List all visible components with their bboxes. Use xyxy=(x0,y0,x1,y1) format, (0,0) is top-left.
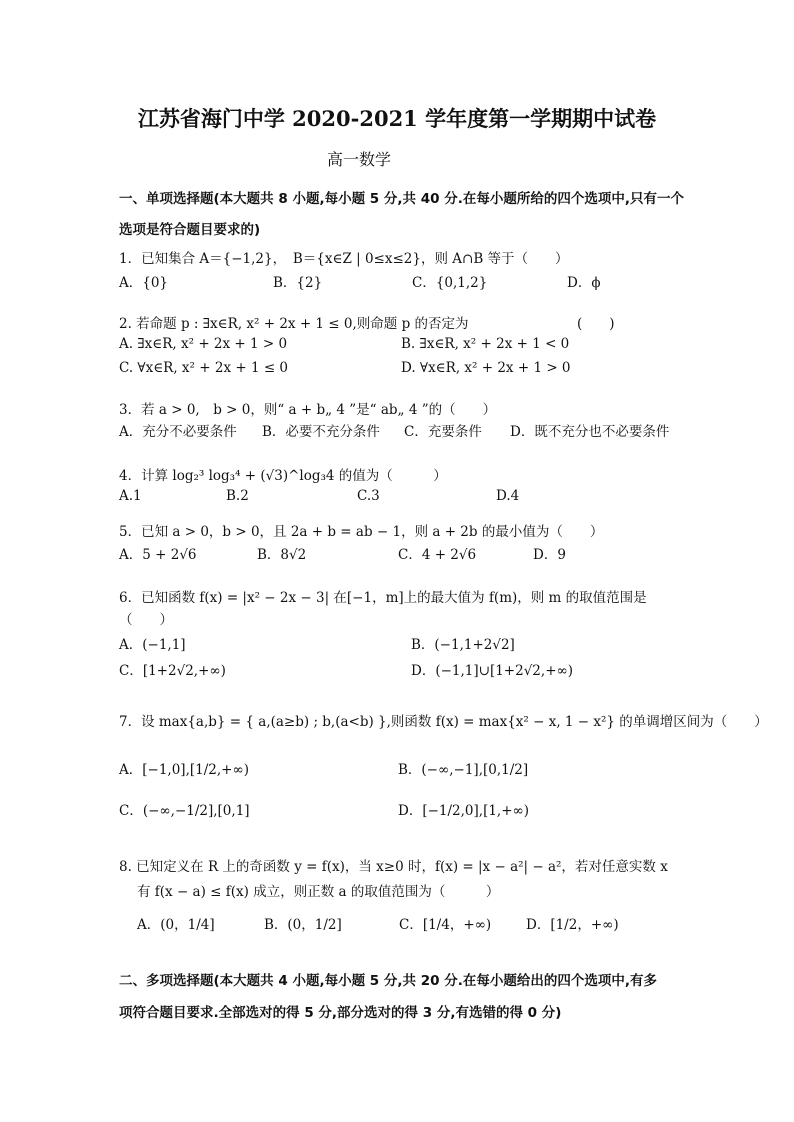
q3-stem: 3．若 a > 0, b > 0，则“ a + b„ 4 ”是“ ab„ 4 ”的（ ） xyxy=(119,402,497,418)
q7-option-c: C．(−∞,−1/2],[0,1] xyxy=(119,803,250,819)
q3-option-a: A．充分不必要条件 xyxy=(119,424,237,440)
q4-option-a: A.1 xyxy=(119,488,142,504)
q3-option-b: B．必要不充分条件 xyxy=(262,424,380,440)
q6-option-c: C．[1+2√2,+∞) xyxy=(119,663,226,679)
q3-option-c: C．充要条件 xyxy=(404,424,482,440)
section2-heading-line1: 二、多项选择题(本大题共 4 小题,每小题 5 分,共 20 分.在每小题给出的四个选项中,有多 xyxy=(119,973,657,989)
q5-option-d: D．9 xyxy=(533,547,566,563)
q7-stem: 7．设 max{a,b} = { a,(a≥b) ; b,(a<b) },则函数 f(x) = max{x² − x, 1 − x²} 的单调增区间为（ ） xyxy=(119,714,768,730)
q2-option-c: C. ∀x∈R, x² + 2x + 1 ≤ 0 xyxy=(119,360,289,376)
q1-option-b: B．{2} xyxy=(273,275,323,291)
q8-stem-line1: 8. 已知定义在 R 上的奇函数 y = f(x)，当 x≥0 时，f(x) = |x − a²| − a²，若对任意实数 x xyxy=(119,859,668,875)
q3-option-d: D．既不充分也不必要条件 xyxy=(510,424,670,440)
q1-option-a: A．{0} xyxy=(119,275,169,291)
q8-stem-line2: 有 f(x − a) ≤ f(x) 成立，则正数 a 的取值范围为（ ） xyxy=(137,884,500,900)
q6-option-b: B．(−1,1+2√2] xyxy=(411,637,515,653)
q8-option-a: A．(0，1/4] xyxy=(137,917,215,933)
q5-stem: 5．已知 a > 0，b > 0，且 2a + b = ab − 1，则 a + 2b 的最小值为（ ） xyxy=(119,524,604,540)
q5-option-b: B．8√2 xyxy=(257,547,307,563)
q6-answer-paren: （ ） xyxy=(119,612,173,628)
q2-option-b: B. ∃x∈R, x² + 2x + 1 < 0 xyxy=(401,336,570,352)
section2-heading-line2: 项符合题目要求.全部选对的得 5 分,部分选对的得 3 分,有选错的得 0 分) xyxy=(119,1005,562,1021)
q8-option-b: B．(0，1/2] xyxy=(264,917,342,933)
q4-option-b: B.2 xyxy=(226,488,249,504)
q7-option-b: B．(−∞,−1],[0,1/2] xyxy=(398,762,529,778)
q2-option-d: D. ∀x∈R, x² + 2x + 1 > 0 xyxy=(401,360,571,376)
q6-stem: 6．已知函数 f(x) = |x² − 2x − 3| 在[−1，m]上的最大值为 f(m)，则 m 的取值范围是 xyxy=(119,590,647,606)
q4-stem: 4．计算 log₂³ log₃⁴ + (√3)^log₃4 的值为（ ） xyxy=(119,468,447,484)
q7-option-d: D．[−1/2,0],[1,+∞) xyxy=(398,803,530,819)
q8-option-d: D．[1/2，+∞) xyxy=(526,917,619,933)
section1-heading-line1: 一、单项选择题(本大题共 8 小题,每小题 5 分,共 40 分.在每小题所给的四个选项中,只有一个 xyxy=(119,191,684,207)
exam-title: 江苏省海门中学 2020-2021 学年度第一学期期中试卷 xyxy=(137,106,657,131)
q6-option-d: D．(−1,1]∪[1+2√2,+∞) xyxy=(411,663,574,679)
q6-option-a: A．(−1,1] xyxy=(119,637,186,653)
q1-option-d: D．ϕ xyxy=(567,275,601,291)
q7-option-a: A．[−1,0],[1/2,+∞) xyxy=(119,762,249,778)
q2-option-a: A. ∃x∈R, x² + 2x + 1 > 0 xyxy=(119,336,288,352)
q4-option-d: D.4 xyxy=(496,488,520,504)
q1-option-c: C．{0,1,2} xyxy=(412,275,488,291)
q8-option-c: C．[1/4，+∞) xyxy=(399,917,492,933)
q5-option-c: C．4 + 2√6 xyxy=(398,547,477,563)
q1-stem: 1．已知集合 A＝{−1,2}， B＝{x∈Z | 0≤x≤2}，则 A∩B 等于（ ） xyxy=(119,251,569,267)
q2-answer-paren: ( ) xyxy=(577,316,615,332)
q2-stem: 2. 若命题 p : ∃x∈R, x² + 2x + 1 ≤ 0,则命题 p 的否定为 xyxy=(119,316,469,332)
section1-heading-line2: 选项是符合题目要求的) xyxy=(119,222,261,238)
q5-option-a: A．5 + 2√6 xyxy=(119,547,197,563)
q4-option-c: C.3 xyxy=(357,488,380,504)
exam-subtitle: 高一数学 xyxy=(327,150,392,169)
